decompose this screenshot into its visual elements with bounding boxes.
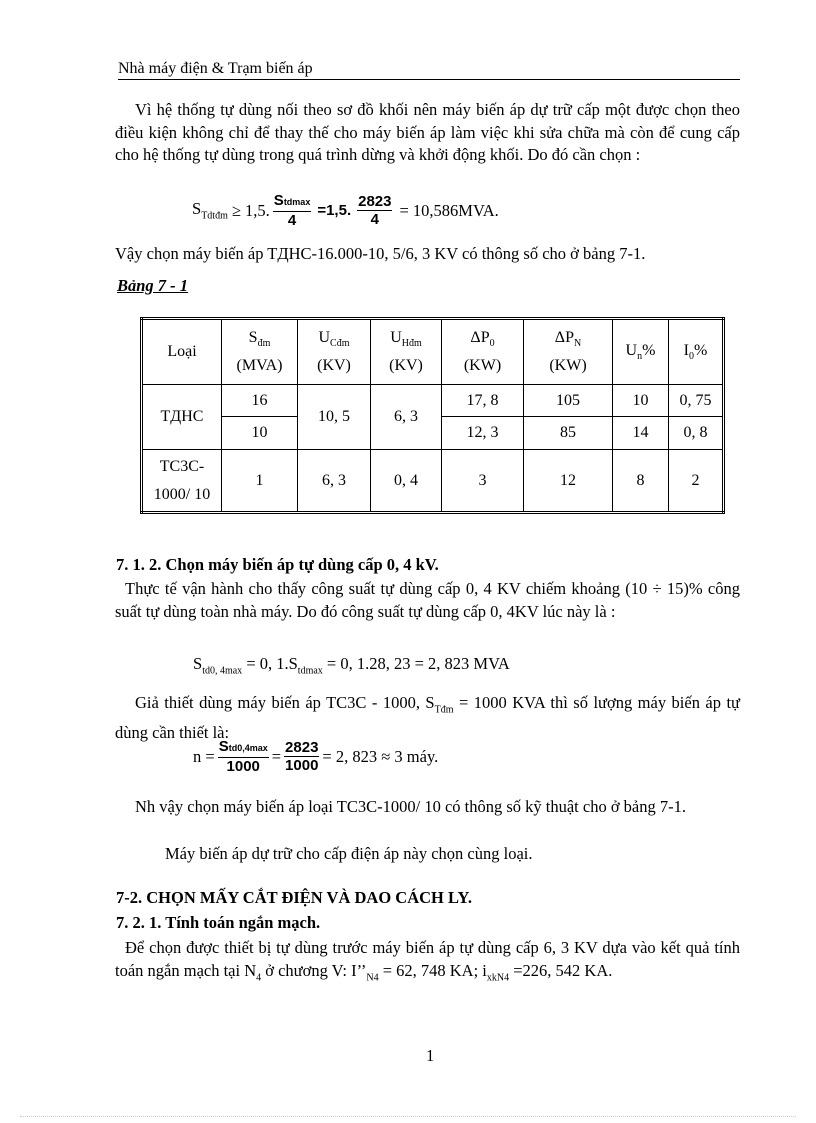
cell-type: TC3C- 1000/ 10 bbox=[142, 450, 222, 513]
section-heading-7-1-2: 7. 1. 2. Chọn máy biến áp tự dùng cấp 0, 4 kV. bbox=[116, 555, 439, 574]
formula3-lhs: n = bbox=[193, 746, 215, 766]
cell-p0-2: 12, 3 bbox=[442, 417, 524, 450]
formula3-fraction-2: $\frac{2823}{1000}$ bbox=[285, 739, 319, 774]
cell-i0: 2 bbox=[669, 450, 724, 513]
formula3-eq: = bbox=[271, 746, 282, 766]
paragraph-selection: Nh vậy chọn máy biến áp loại TC3C-1000/ 10 có thông số kỹ thuật cho ở bảng 7-1. bbox=[135, 797, 687, 816]
formula1-fraction-1: $\frac{\text{Stdmax}}{4}$ bbox=[273, 192, 311, 229]
formula3-fraction-1: $\frac{\text{Std0,4max}}{1000}$ bbox=[218, 738, 268, 775]
cell-uh: 0, 4 bbox=[371, 450, 442, 513]
cell-s2: 10 bbox=[222, 417, 298, 450]
cell-un-2: 14 bbox=[613, 417, 669, 450]
formula-s-td04max: $S_{td0, 4max} = 0$, $1.S_{tdmax} = 0$, 1.28, 23 = 2, 823 MVA bbox=[193, 654, 510, 677]
header-loai: Loại bbox=[142, 319, 222, 385]
cell-pn-2: 85 bbox=[524, 417, 613, 450]
cell-un-1: 10 bbox=[613, 385, 669, 417]
paragraph-reserve: Máy biến áp dự trữ cho cấp điện áp này chọn cùng loại. bbox=[165, 844, 533, 863]
cell-uc: 6, 3 bbox=[298, 450, 371, 513]
formula1-fraction-2: $\frac{2823}{4}$ bbox=[358, 193, 392, 228]
page-number: 1 bbox=[426, 1046, 435, 1065]
table-row bbox=[142, 385, 724, 417]
cell-pn: 12 bbox=[524, 450, 613, 513]
cell-uc: 10, 5 bbox=[298, 385, 371, 450]
page-header: Nhà máy điện & Trạm biến áp bbox=[118, 60, 740, 80]
table-header-row bbox=[142, 319, 724, 385]
cell-p0: 3 bbox=[442, 450, 524, 513]
page-bottom-divider bbox=[20, 1116, 796, 1117]
intro-paragraph: Vì hệ thống tự dùng nối theo sơ đồ khối nên máy biến áp dự trữ cấp một được chọn theo điều kiện không chỉ để thay thế cho máy biến áp làm việc khi sửa chữa mà còn để cung cấp cho hệ thống tự dùng trong quá trình dừng và khởi động khối. Do đó cần chọn : bbox=[115, 100, 740, 164]
section-heading-7-2: 7-2. CHỌN MẤY CẮT ĐIỆN VÀ DAO CÁCH LY. bbox=[116, 888, 473, 907]
cell-s1: 16 bbox=[222, 385, 298, 417]
cell-i0-1: 0, 75 bbox=[669, 385, 724, 417]
formula1-eq: =1,5. bbox=[317, 201, 352, 219]
cell-un: 8 bbox=[613, 450, 669, 513]
header-pn: $\Delta P_N$ (KW) bbox=[524, 319, 613, 385]
section-heading-7-2-1: 7. 2. 1. Tính toán ngắn mạch. bbox=[116, 913, 321, 932]
paragraph-short-circuit: Để chọn được thiết bị tự dùng trước máy biến áp tự dùng cấp 6, 3 KV dựa vào kết quả tính toán ngắn mạch tại $N_4$ ở chương V: $I’’_{N4} = 62$, 748 KA; $i_{xkN4} =226$, 542 KA. bbox=[115, 938, 740, 983]
intro-paragraph-block bbox=[115, 99, 740, 167]
cell-pn-1: 105 bbox=[524, 385, 613, 417]
paragraph-assumption: Giả thiết dùng máy biến áp TC3C - 1000, $S_{Tđm} = 1000$ KVA thì số lượng máy biến áp tự dùng cần thiết là: bbox=[115, 693, 740, 742]
paragraph-0-4kv: Thực tế vận hành cho thấy công suất tự dùng cấp 0, 4 KV chiếm khoảng (10 ÷ 15)% công suất tự dùng toàn nhà máy. Do đó công suất tự dùng cấp 0, 4KV lúc này là : bbox=[115, 579, 740, 621]
header-uc: $U_{Cđm}$ (KV) bbox=[298, 319, 371, 385]
header-p0: $\Delta P_0$ (KW) bbox=[442, 319, 524, 385]
cell-type: TДHC bbox=[142, 385, 222, 450]
spec-table-wrapper bbox=[140, 317, 725, 514]
header-uh: $U_{Hđm}$ (KV) bbox=[371, 319, 442, 385]
cell-p0-1: 17, 8 bbox=[442, 385, 524, 417]
spec-table bbox=[140, 317, 725, 514]
formula-n bbox=[193, 738, 438, 775]
table-intro-paragraph: Vậy chọn máy biến áp TДHC-16.000-10, 5/6, 3 KV có thông số cho ở bảng 7-1. bbox=[115, 244, 646, 263]
table-row bbox=[142, 450, 724, 513]
cell-s: 1 bbox=[222, 450, 298, 513]
formula-s-tdtdm bbox=[192, 192, 499, 229]
cell-uh: 6, 3 bbox=[371, 385, 442, 450]
header-i0: $I_0\%$ bbox=[669, 319, 724, 385]
table-caption: Bảng 7 - 1 bbox=[117, 276, 189, 295]
formula1-result: = 10,586MVA. bbox=[399, 200, 499, 220]
header-s: $S_{đm}$ (MVA) bbox=[222, 319, 298, 385]
cell-i0-2: 0, 8 bbox=[669, 417, 724, 450]
formula1-rel: ≥ 1,5. bbox=[231, 200, 270, 220]
formula3-result: = 2, 823 ≈ 3 máy. bbox=[322, 746, 439, 766]
header-un: $U_n\%$ bbox=[613, 319, 669, 385]
formula1-lhs: $S_{Tdtđm}$ bbox=[192, 199, 228, 222]
